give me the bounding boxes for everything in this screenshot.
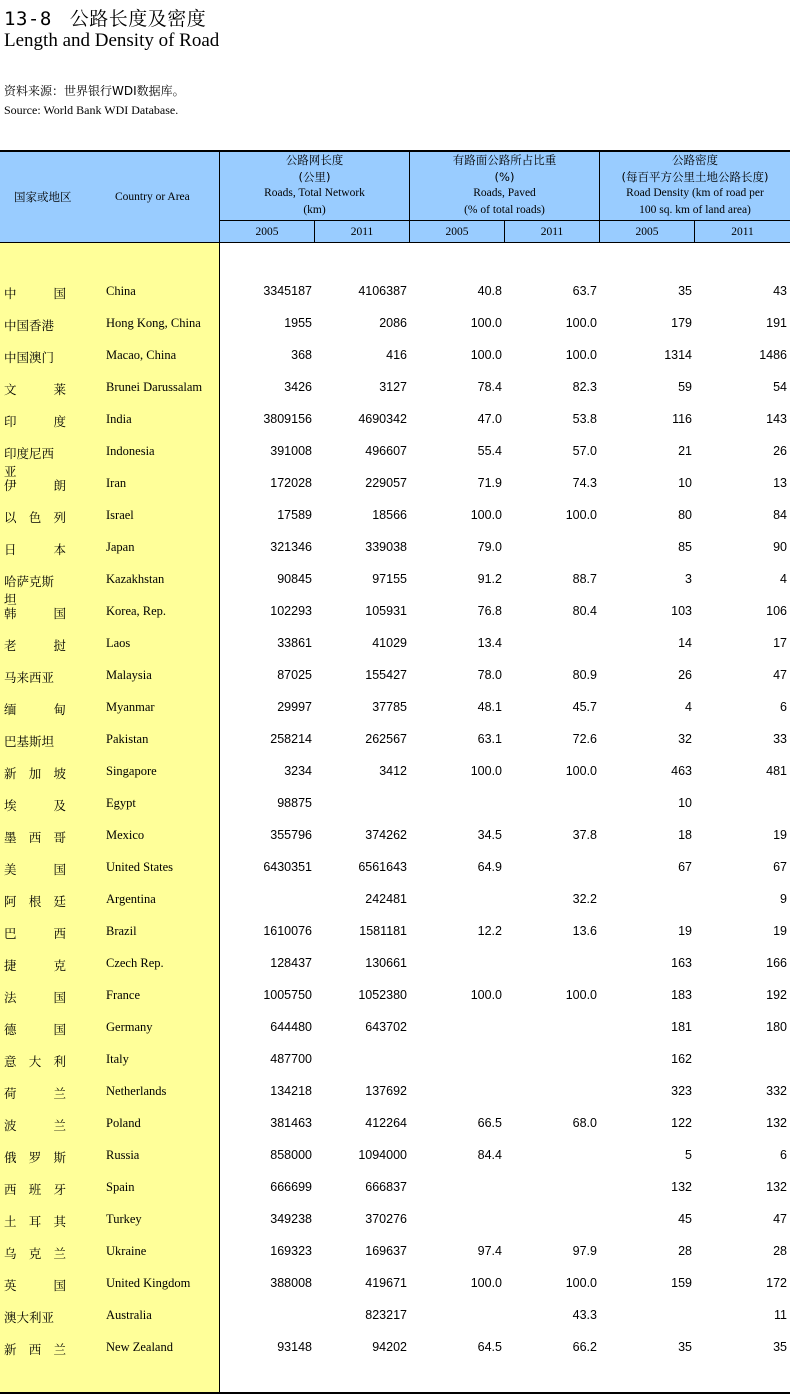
value-cell: 78.4 [477, 380, 502, 394]
value-cell: 87025 [277, 668, 312, 682]
country-name-en: Laos [106, 636, 131, 650]
country-name-en: Israel [106, 508, 134, 522]
value-cell: 1005750 [263, 988, 312, 1002]
value-cell: 6561643 [358, 860, 407, 874]
value-cell: 4 [780, 572, 787, 586]
country-name-cn: 中国香港 [4, 318, 55, 333]
value-cell: 100.0 [565, 988, 597, 1002]
value-cell: 6 [780, 700, 787, 714]
value-cell: 59 [678, 380, 692, 394]
value-cell: 192 [766, 988, 787, 1002]
value-cell: 18 [678, 828, 692, 842]
country-name-en: Poland [106, 1116, 141, 1130]
value-cell: 132 [766, 1180, 787, 1194]
value-cell: 28 [678, 1244, 692, 1258]
value-cell: 54 [773, 380, 787, 394]
value-cell: 388008 [270, 1276, 312, 1290]
value-cell: 3809156 [263, 412, 312, 426]
value-cell: 13 [773, 476, 787, 490]
value-cell: 242481 [365, 892, 407, 906]
table-row [0, 1143, 790, 1175]
country-name-cn: 印度尼西亚 [4, 446, 55, 479]
country-name-en: Brunei Darussalam [106, 380, 203, 394]
table-row [0, 1047, 790, 1079]
value-cell: 10 [678, 796, 692, 810]
country-name-cn: 俄罗斯 [4, 1150, 66, 1165]
country-name-en: Pakistan [106, 732, 149, 746]
value-cell: 3412 [379, 764, 407, 778]
value-cell: 48.1 [477, 700, 502, 714]
header-country-cn: 国家或地区 [14, 190, 72, 204]
value-cell: 100.0 [565, 764, 597, 778]
country-name-cn: 法国 [4, 990, 66, 1005]
value-cell: 26 [773, 444, 787, 458]
country-name-en: United Kingdom [106, 1276, 191, 1290]
value-cell: 13.6 [572, 924, 597, 938]
value-cell: 349238 [270, 1212, 312, 1226]
value-cell: 132 [671, 1180, 692, 1194]
country-name-en: Iran [106, 476, 127, 490]
value-cell: 374262 [365, 828, 407, 842]
table-row [0, 759, 790, 791]
country-name-cn: 埃及 [4, 798, 66, 813]
country-name-en: Myanmar [106, 700, 155, 714]
table-row [0, 663, 790, 695]
value-cell: 3127 [379, 380, 407, 394]
value-cell: 368 [291, 348, 312, 362]
value-cell: 43.3 [572, 1308, 597, 1322]
value-cell: 80 [678, 508, 692, 522]
country-name-en: France [106, 988, 141, 1002]
country-name-cn: 巴基斯坦 [4, 734, 55, 749]
value-cell: 416 [386, 348, 407, 362]
country-name-cn: 哈萨克斯坦 [4, 574, 55, 607]
value-cell: 2086 [379, 316, 407, 330]
value-cell: 19 [773, 828, 787, 842]
value-cell: 40.8 [477, 284, 502, 298]
table-row [0, 855, 790, 887]
value-cell: 332 [766, 1084, 787, 1098]
value-cell: 64.5 [477, 1340, 502, 1354]
table-row [0, 695, 790, 727]
country-name-en: Turkey [106, 1212, 142, 1226]
value-cell: 93148 [277, 1340, 312, 1354]
country-name-en: New Zealand [106, 1340, 173, 1354]
value-cell: 229057 [365, 476, 407, 490]
value-cell: 122 [671, 1116, 692, 1130]
country-name-cn: 马来西亚 [4, 670, 55, 685]
header-year: 2011 [540, 226, 564, 238]
value-cell: 67 [678, 860, 692, 874]
value-cell: 391008 [270, 444, 312, 458]
table-row [0, 1335, 790, 1367]
value-cell: 94202 [372, 1340, 407, 1354]
value-cell: 370276 [365, 1212, 407, 1226]
value-cell: 85 [678, 540, 692, 554]
value-cell: 128437 [270, 956, 312, 970]
value-cell: 35 [678, 284, 692, 298]
value-cell: 666699 [270, 1180, 312, 1194]
value-cell: 1052380 [358, 988, 407, 1002]
value-cell: 12.2 [477, 924, 502, 938]
country-name-cn: 土耳其 [4, 1214, 66, 1229]
value-cell: 155427 [365, 668, 407, 682]
value-cell: 1094000 [358, 1148, 407, 1162]
country-name-cn: 波兰 [4, 1118, 66, 1133]
country-name-cn: 墨西哥 [4, 830, 66, 845]
value-cell: 11 [774, 1308, 787, 1322]
page-title-cn [4, 4, 206, 31]
header-group-density: 公路密度 (每百平方公里土地公路长度) Road Density (km of road per 100 sq. km of land area) [621, 153, 769, 216]
value-cell: 143 [766, 412, 787, 426]
value-cell: 66.2 [572, 1340, 597, 1354]
value-cell: 103 [671, 604, 692, 618]
country-name-en: Mexico [106, 828, 145, 842]
country-name-cn: 阿根廷 [4, 894, 66, 909]
value-cell: 45 [678, 1212, 692, 1226]
country-name-en: Malaysia [106, 668, 152, 682]
header-country-en: Country or Area [115, 191, 190, 203]
value-cell: 100.0 [470, 508, 502, 522]
table-row [0, 631, 790, 663]
value-cell: 37785 [372, 700, 407, 714]
value-cell: 419671 [365, 1276, 407, 1290]
table-row [0, 1015, 790, 1047]
value-cell: 137692 [365, 1084, 407, 1098]
country-name-en: Australia [106, 1308, 152, 1322]
value-cell: 80.9 [572, 668, 597, 682]
value-cell: 100.0 [470, 764, 502, 778]
value-cell: 116 [672, 412, 692, 426]
value-cell: 1581181 [359, 924, 407, 938]
country-name-en: Kazakhstan [106, 572, 165, 586]
title-cn-text: 公路长度及密度 [69, 8, 207, 30]
value-cell: 78.0 [477, 668, 502, 682]
value-cell: 63.7 [572, 284, 597, 298]
country-name-en: Macao, China [106, 348, 177, 362]
value-cell: 21 [678, 444, 692, 458]
value-cell: 381463 [270, 1116, 312, 1130]
country-name-cn: 印度 [4, 414, 66, 429]
value-cell: 644480 [270, 1020, 312, 1034]
table-row [0, 1111, 790, 1143]
value-cell: 13.4 [477, 636, 502, 650]
value-cell: 100.0 [565, 508, 597, 522]
value-cell: 32 [678, 732, 692, 746]
country-name-cn: 意大利 [4, 1054, 66, 1069]
value-cell: 179 [671, 316, 692, 330]
value-cell: 858000 [270, 1148, 312, 1162]
header-group-paved: 有路面公路所占比重 (%) Roads, Paved (% of total roads) [452, 153, 557, 216]
value-cell: 321346 [270, 540, 312, 554]
value-cell: 100.0 [470, 988, 502, 1002]
value-cell: 1610076 [263, 924, 312, 938]
value-cell: 100.0 [470, 1276, 502, 1290]
value-cell: 97155 [372, 572, 407, 586]
value-cell: 355796 [270, 828, 312, 842]
country-name-cn: 西班牙 [4, 1182, 66, 1197]
value-cell: 258214 [270, 732, 312, 746]
value-cell: 71.9 [477, 476, 502, 490]
value-cell: 172028 [270, 476, 312, 490]
value-cell: 84 [773, 508, 787, 522]
header-year: 2005 [255, 226, 279, 238]
source-note-cn: 资料来源：世界银行WDI数据库。 [4, 84, 185, 98]
value-cell: 1955 [284, 316, 312, 330]
value-cell: 3426 [284, 380, 312, 394]
value-cell: 169323 [270, 1244, 312, 1258]
country-name-cn: 乌克兰 [4, 1246, 66, 1261]
value-cell: 37.8 [572, 828, 597, 842]
value-cell: 262567 [365, 732, 407, 746]
value-cell: 33 [773, 732, 787, 746]
value-cell: 90845 [277, 572, 312, 586]
value-cell: 5 [685, 1148, 692, 1162]
table-row [0, 983, 790, 1015]
value-cell: 4690342 [358, 412, 407, 426]
table-row [0, 919, 790, 951]
country-name-en: Russia [106, 1148, 140, 1162]
value-cell: 4106387 [358, 284, 407, 298]
value-cell: 106 [766, 604, 787, 618]
country-name-cn: 中国澳门 [4, 350, 55, 365]
value-cell: 66.5 [477, 1116, 502, 1130]
page-title-en: Length and Density of Road [4, 30, 220, 51]
country-name-cn: 德国 [4, 1022, 66, 1037]
header-year: 2011 [731, 226, 754, 238]
value-cell: 323 [671, 1084, 692, 1098]
value-cell: 463 [671, 764, 692, 778]
country-name-cn: 韩国 [4, 606, 66, 621]
value-cell: 159 [671, 1276, 692, 1290]
value-cell: 72.6 [572, 732, 597, 746]
country-name-en: Singapore [106, 764, 157, 778]
value-cell: 45.7 [572, 700, 597, 714]
country-name-en: Hong Kong, China [106, 316, 201, 330]
country-name-en: United States [106, 860, 174, 874]
value-cell: 162 [671, 1052, 692, 1066]
table-row [0, 1239, 790, 1271]
value-cell: 100.0 [565, 348, 597, 362]
country-name-en: Japan [106, 540, 135, 554]
table-row [0, 567, 790, 607]
value-cell: 643702 [365, 1020, 407, 1034]
header-year: 2005 [635, 226, 659, 238]
table-row [0, 887, 790, 919]
value-cell: 84.4 [477, 1148, 502, 1162]
value-cell: 339038 [365, 540, 407, 554]
table-row [0, 1271, 790, 1303]
value-cell: 34.5 [477, 828, 502, 842]
country-name-en: Germany [106, 1020, 153, 1034]
table-row [0, 407, 790, 439]
country-name-en: Brazil [106, 924, 137, 938]
value-cell: 17 [773, 636, 787, 650]
value-cell: 3345187 [263, 284, 312, 298]
value-cell: 47 [773, 1212, 787, 1226]
value-cell: 666837 [365, 1180, 407, 1194]
value-cell: 169637 [365, 1244, 407, 1258]
value-cell: 191 [766, 316, 787, 330]
table-row [0, 1079, 790, 1111]
value-cell: 1486 [759, 348, 787, 362]
value-cell: 3234 [284, 764, 312, 778]
value-cell: 412264 [365, 1116, 407, 1130]
value-cell: 100.0 [470, 348, 502, 362]
country-name-en: Ukraine [106, 1244, 147, 1258]
value-cell: 47 [773, 668, 787, 682]
table-row [0, 1303, 790, 1335]
country-name-cn: 荷兰 [4, 1086, 66, 1101]
value-cell: 63.1 [477, 732, 502, 746]
country-name-en: Korea, Rep. [106, 604, 167, 618]
value-cell: 67 [773, 860, 787, 874]
value-cell: 180 [766, 1020, 787, 1034]
value-cell: 97.4 [477, 1244, 502, 1258]
country-name-en: India [106, 412, 132, 426]
value-cell: 79.0 [477, 540, 502, 554]
table-row [0, 1175, 790, 1207]
value-cell: 74.3 [572, 476, 597, 490]
value-cell: 100.0 [470, 316, 502, 330]
value-cell: 823217 [365, 1308, 407, 1322]
value-cell: 132 [766, 1116, 787, 1130]
country-name-en: Czech Rep. [106, 956, 164, 970]
table-row [0, 375, 790, 407]
country-name-cn: 英国 [4, 1278, 66, 1293]
value-cell: 43 [773, 284, 787, 298]
value-cell: 100.0 [565, 1276, 597, 1290]
value-cell: 26 [678, 668, 692, 682]
value-cell: 14 [678, 636, 692, 650]
value-cell: 130661 [365, 956, 407, 970]
table-row [0, 343, 790, 375]
source-note-en: Source: World Bank WDI Database. [4, 103, 179, 117]
value-cell: 53.8 [572, 412, 597, 426]
value-cell: 1314 [664, 348, 692, 362]
table-row [0, 599, 790, 631]
value-cell: 76.8 [477, 604, 502, 618]
table-row [0, 535, 790, 567]
value-cell: 35 [773, 1340, 787, 1354]
country-name-en: Argentina [106, 892, 156, 906]
value-cell: 98875 [277, 796, 312, 810]
header-year: 2005 [445, 226, 469, 238]
value-cell: 102293 [270, 604, 312, 618]
country-name-cn: 以色列 [4, 510, 66, 525]
country-name-cn: 缅甸 [4, 702, 66, 717]
value-cell: 496607 [365, 444, 407, 458]
table-row [0, 791, 790, 823]
value-cell: 183 [671, 988, 692, 1002]
value-cell: 172 [766, 1276, 787, 1290]
country-name-cn: 巴西 [4, 926, 66, 941]
country-name-en: Spain [106, 1180, 135, 1194]
value-cell: 41029 [372, 636, 407, 650]
value-cell: 88.7 [572, 572, 597, 586]
value-cell: 17589 [277, 508, 312, 522]
country-name-cn: 捷克 [4, 958, 66, 973]
value-cell: 3 [685, 572, 692, 586]
value-cell: 166 [766, 956, 787, 970]
value-cell: 18566 [372, 508, 407, 522]
table-row [0, 503, 790, 535]
table-row [0, 311, 790, 343]
table-row [0, 1207, 790, 1239]
value-cell: 82.3 [572, 380, 597, 394]
country-name-cn: 文莱 [4, 382, 66, 397]
header-group-total-network: 公路网长度 (公里) Roads, Total Network (km) [264, 153, 365, 216]
value-cell: 481 [766, 764, 787, 778]
value-cell: 80.4 [572, 604, 597, 618]
value-cell: 105931 [365, 604, 407, 618]
value-cell: 6 [780, 1148, 787, 1162]
value-cell: 35 [678, 1340, 692, 1354]
value-cell: 47.0 [477, 412, 502, 426]
table-row [0, 727, 790, 759]
table-row [0, 951, 790, 983]
value-cell: 64.9 [477, 860, 502, 874]
country-name-en: Netherlands [106, 1084, 167, 1098]
country-name-cn: 澳大利亚 [4, 1310, 55, 1325]
value-cell: 4 [685, 700, 692, 714]
header-bottom-rule [0, 242, 790, 243]
value-cell: 97.9 [572, 1244, 597, 1258]
table-row [0, 471, 790, 503]
value-cell: 134218 [270, 1084, 312, 1098]
country-name-en: China [106, 284, 136, 298]
country-name-cn: 新西兰 [4, 1342, 66, 1357]
value-cell: 19 [678, 924, 692, 938]
country-name-cn: 老挝 [4, 638, 66, 653]
value-cell: 181 [671, 1020, 692, 1034]
value-cell: 10 [678, 476, 692, 490]
country-name-cn: 新加坡 [4, 766, 66, 781]
value-cell: 19 [773, 924, 787, 938]
country-name-cn: 美国 [4, 862, 66, 877]
value-cell: 163 [671, 956, 692, 970]
value-cell: 28 [773, 1244, 787, 1258]
country-name-cn: 中国 [4, 286, 66, 301]
value-cell: 6430351 [263, 860, 312, 874]
table-row [0, 439, 790, 479]
country-name-en: Egypt [106, 796, 136, 810]
value-cell: 29997 [277, 700, 312, 714]
country-name-en: Indonesia [106, 444, 155, 458]
value-cell: 68.0 [572, 1116, 597, 1130]
value-cell: 100.0 [565, 316, 597, 330]
value-cell: 32.2 [572, 892, 597, 906]
table-number: 13-8 [4, 8, 52, 30]
value-cell: 9 [780, 892, 787, 906]
value-cell: 487700 [270, 1052, 312, 1066]
value-cell: 91.2 [477, 572, 502, 586]
table-bottom-rule [0, 1392, 790, 1394]
value-cell: 55.4 [477, 444, 502, 458]
value-cell: 57.0 [572, 444, 597, 458]
country-name-cn: 伊朗 [4, 478, 66, 493]
country-name-en: Italy [106, 1052, 129, 1066]
table-row [0, 279, 790, 311]
header-year: 2011 [350, 226, 374, 238]
value-cell: 90 [773, 540, 787, 554]
country-name-cn: 日本 [4, 542, 66, 557]
value-cell: 33861 [277, 636, 312, 650]
table-row [0, 823, 790, 855]
